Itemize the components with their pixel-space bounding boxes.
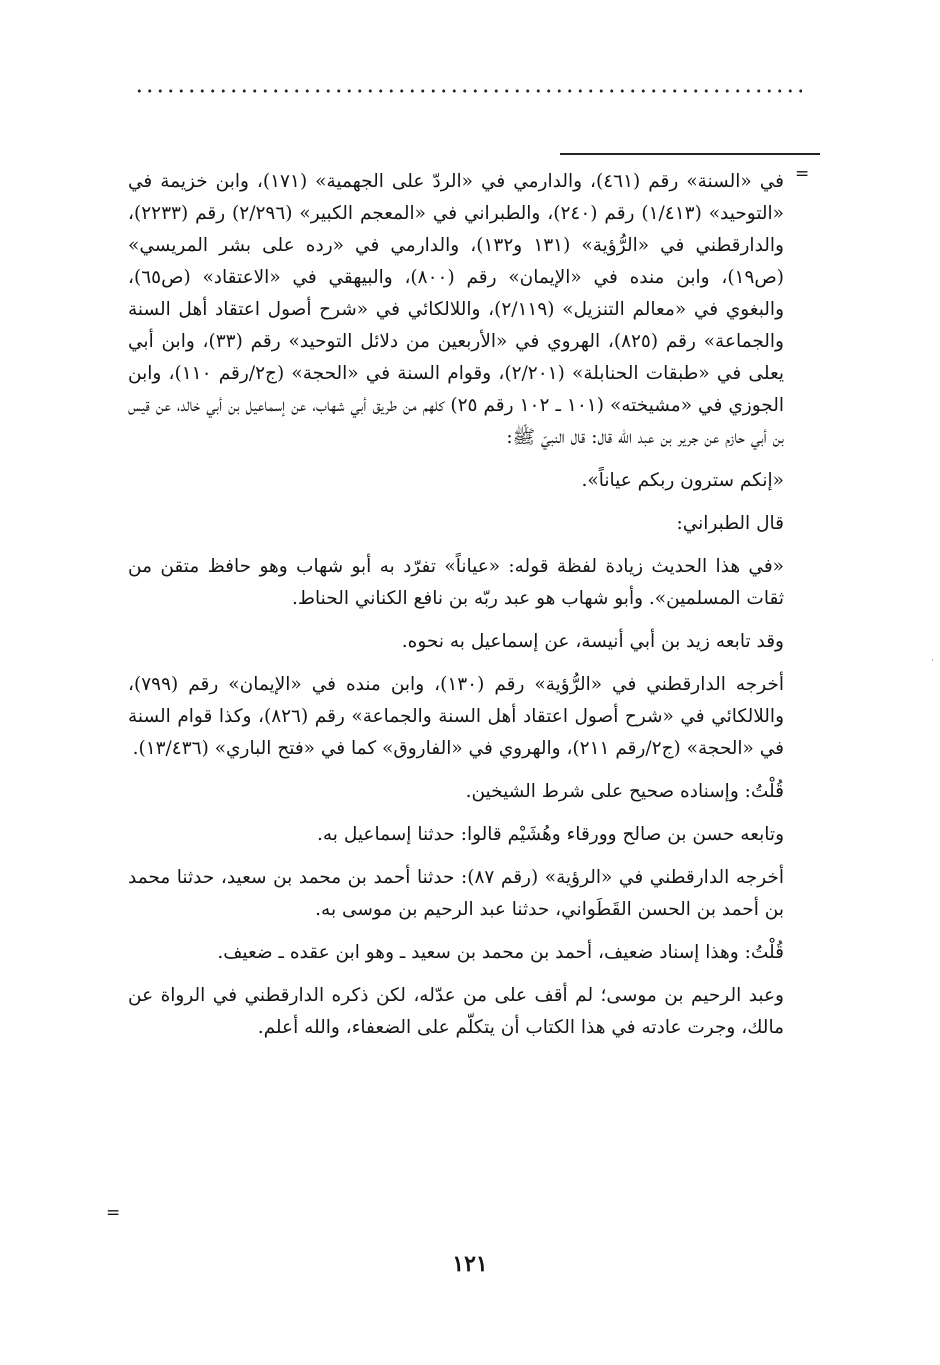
continuation-mark-bottom: = [106,1203,121,1223]
paragraph-tabarani-intro: قال الطبراني: [676,513,784,534]
footnote-separator-rule [560,153,820,155]
paragraph-isnad-daif: قُلْتُ: وهذا إسناد ضعيف، أحمد بن محمد بن سعيد ـ وهو ابن عقده ـ ضعيف. [217,942,784,963]
paragraph-tabarani-quote: «في هذا الحديث زيادة لفظة قوله: «عياناً» تفرّد به أبو شهاب وهو حافظ متقن من ثقات المسلمين». وأبو شهاب هو عبد ربّه بن نافع الكناني الحناط. [128,556,784,609]
margin-speck: · [931,656,934,666]
paragraph-takhrij-ruya: أخرجه الدارقطني في «الرؤية» (رقم ٨٧): حدثنا أحمد بن محمد بن سعيد، حدثنا محمد بن أحمد بن الحسن القَطَواني، حدثنا عبد الرحيم بن موسى به. [128,867,784,920]
page-number: ١٢١ [452,1251,488,1277]
paragraph-hadith-text: «إنكم سترون ربكم عياناً». [581,470,784,491]
footnote-text-block [128,166,784,1055]
paragraph-isnad-sahih: قُلْتُ: وإسناده صحيح على شرط الشيخين. [465,781,784,802]
paragraph-mutabaa-zayd: وقد تابعه زيد بن أبي أنيسة، عن إسماعيل به نحوه. [401,631,784,652]
continuation-mark-top: = [795,164,810,184]
paragraph-takhrij-sources: في «السنة» رقم (٤٦١)، والدارمي في «الردّ على الجهمية» (١٧١)، وابن خزيمة في «التوحيد» (١/٤١٣) رقم (٢٤٠)، والطبراني في «المعجم الكبير» (٢/٢٩٦) رقم (٢٢٣٣)، والدارقطني في «الرُّؤية» (١٣١ و١٣٢)، والدارمي في «رده على بشر المريسي» (ص١٩)، وابن منده في «الإيمان» رقم (٨٠٠)، والبيهقي في «الاعتقاد» (ص٦٥)، والبغوي في «معالم التنزيل» (٢/١١٩)، واللالكائي في «شرح أصول اعتقاد أهل السنة والجماعة» رقم (٨٢٥)، الهروي في «الأربعين من دلائل التوحيد» رقم (٣٣)، وابن أبي يعلى في «طبقات الحنابلة» (٢/٢٠١)، وقوام السنة في «الحجة» (ج٢/رقم ١١٠)، وابن الجوزي في «مشيخته» (١٠١ ـ ١٠٢ رقم ٢٥) كلهم من طريق أبي شهاب، عن إسماعيل بن أبي خالد، عن قيس بن أبي حازم عن جرير بن عبد الله قال: قال النبيّ ﷺ: [128,171,785,448]
paragraph-takhrij-daraqutni: أخرجه الدارقطني في «الرُّؤية» رقم (١٣٠)، وابن منده في «الإيمان» رقم (٧٩٩)، واللالكائي في «شرح أصول اعتقاد أهل السنة والجماعة» رقم (٨٢٦)، وكذا قوام السنة في «الحجة» (ج٢/رقم ٢١١)، والهروي في «الفاروق» كما في «فتح الباري» (١٣/٤٣٦). [128,674,785,759]
paragraph-abdurrahim-note: وعبد الرحيم بن موسى؛ لم أقف على من عدّله، لكن ذكره الدارقطني في الرواة عن مالك، وجرت عادته في هذا الكتاب أن يتكلّم على الضعفاء، والله أعلم. [128,985,784,1038]
paragraph-mutabaa-hasan: وتابعه حسن بن صالح وورقاء وهُشَيْم قالوا: حدثنا إسماعيل به. [317,824,784,845]
header-dotted-rule [134,84,802,98]
